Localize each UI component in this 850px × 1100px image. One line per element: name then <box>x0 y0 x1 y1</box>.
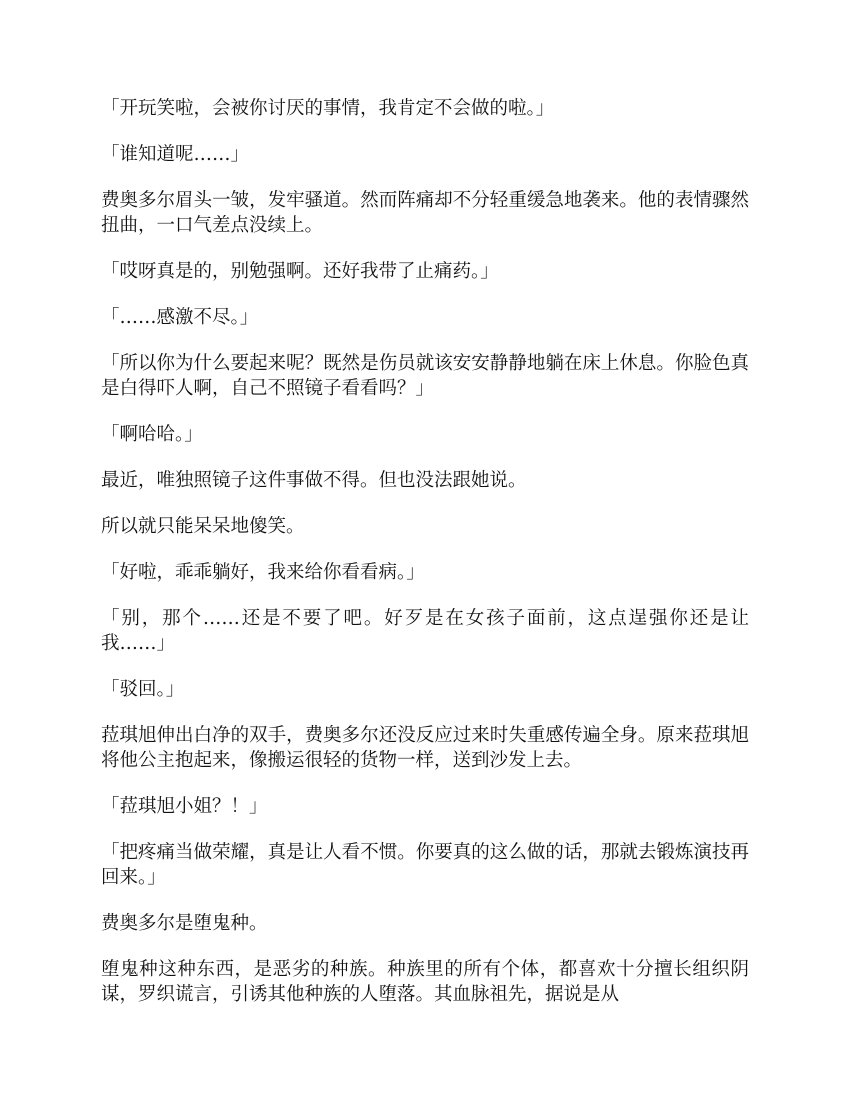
paragraph: 「谁知道呢……」 <box>101 144 250 165</box>
paragraph: 费奥多尔是堕鬼种。 <box>101 913 268 934</box>
paragraph: 所以就只能呆呆地傻笑。 <box>101 516 305 537</box>
paragraph: 「好啦，乖乖躺好，我来给你看看病。」 <box>101 562 425 583</box>
paragraph: 最近，唯独照镜子这件事做不得。但也没法跟她说。 <box>101 470 527 491</box>
paragraph: 「啊哈哈。」 <box>101 424 203 445</box>
paragraph: 「所以你为什么要起来呢？既然是伤员就该安安静静地躺在床上休息。你脸色真是白得吓人啊，自己不照镜子看看吗？」 <box>101 353 749 399</box>
document-page <box>101 96 749 1028</box>
paragraph: 「把疼痛当做荣耀，真是让人看不惯。你要真的这么做的话，那就去锻炼演技再回来。」 <box>101 842 749 888</box>
paragraph: 「驳回。」 <box>101 679 185 700</box>
paragraph: 「……感激不尽。」 <box>101 307 259 328</box>
paragraph: 费奥多尔眉头一皱，发牢骚道。然而阵痛却不分轻重缓急地袭来。他的表情骤然扭曲，一口气差点没续上。 <box>101 190 749 236</box>
paragraph: 「哎呀真是的，别勉强啊。还好我带了止痛药。」 <box>101 261 499 282</box>
paragraph: 「开玩笑啦，会被你讨厌的事情，我肯定不会做的啦。」 <box>101 98 555 119</box>
paragraph: 堕鬼种这种东西，是恶劣的种族。种族里的所有个体，都喜欢十分擅长组织阴谋，罗织谎言，引诱其他种族的人堕落。其血脉祖先，据说是从 <box>101 959 749 1005</box>
paragraph: 菈琪旭伸出白净的双手，费奥多尔还没反应过来时失重感传遍全身。原来菈琪旭将他公主抱起来，像搬运很轻的货物一样，送到沙发上去。 <box>101 725 749 771</box>
paragraph: 「别，那个……还是不要了吧。好歹是在女孩子面前，这点逞强你还是让我……」 <box>101 608 749 654</box>
paragraph: 「菈琪旭小姐？！」 <box>101 796 268 817</box>
